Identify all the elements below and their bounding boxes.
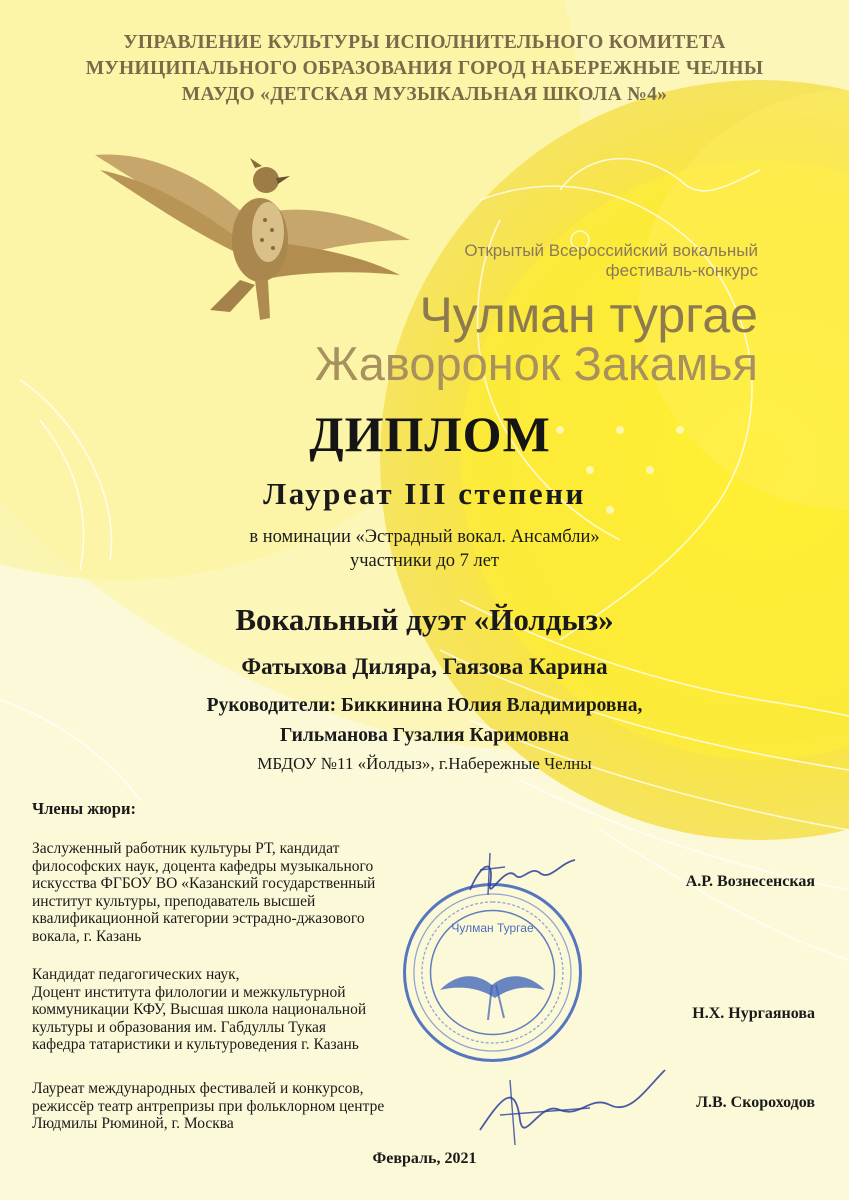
jury-desc-line: институт культуры, преподаватель высшей xyxy=(32,892,316,910)
stamp-text: Чулман Тургае xyxy=(451,921,534,935)
jury-desc-line: Лауреат международных фестивалей и конкурсов, xyxy=(32,1080,364,1097)
jury-desc-line: культуры и образования им. Габдуллы Тукая xyxy=(32,1018,327,1036)
header xyxy=(0,30,849,108)
jury-member-1-name: А.Р. Вознесенская xyxy=(685,873,815,890)
laureate-degree: Лауреат III степени xyxy=(263,476,586,511)
jury-desc-line: философских наук, доцента кафедры музыкального xyxy=(32,857,374,875)
jury-member-2-description xyxy=(32,966,442,1054)
festival-title-tatar: Чулман тургае xyxy=(419,287,758,343)
participants: Фатыхова Диляра, Гаязова Карина xyxy=(241,654,608,679)
nomination: в номинации «Эстрадный вокал. Ансамбли» xyxy=(249,527,600,547)
jury-member-1-description xyxy=(32,840,442,945)
festival-title-russian: Жаворонок Закамья xyxy=(314,337,758,390)
jury-desc-line: Людмилы Рюминой, г. Москва xyxy=(32,1115,234,1132)
header-line-2: МУНИЦИПАЛЬНОГО ОБРАЗОВАНИЯ ГОРОД НАБЕРЕЖНЫЕ ЧЕЛНЫ xyxy=(85,58,764,79)
official-stamp xyxy=(400,880,585,1065)
jury-member-2-name: Н.Х. Нургаянова xyxy=(692,1005,815,1022)
jury-desc-line: режиссёр театр антрепризы при фольклорном центре xyxy=(32,1097,385,1115)
ensemble-name: Вокальный дуэт «Йолдыз» xyxy=(235,602,614,637)
festival-subtitle-line-2: фестиваль-конкурс xyxy=(605,261,758,280)
institution: МБДОУ №11 «Йолдыз», г.Набережные Челны xyxy=(257,754,592,773)
jury-heading: Члены жюри: xyxy=(32,799,136,818)
header-line-3: МАУДО «ДЕТСКАЯ МУЗЫКАЛЬНАЯ ШКОЛА №4» xyxy=(181,84,668,105)
jury-desc-line: Кандидат педагогических наук, xyxy=(32,966,240,983)
leaders-line-2: Гильманова Гузалия Каримовна xyxy=(280,725,569,746)
jury-desc-line: квалификационной категории эстрадно-джазового xyxy=(32,910,365,927)
jury-desc-line: Доцент института филологии и межкультурной xyxy=(32,983,346,1001)
jury-desc-line: кафедра татаристики и культуроведения г. Казань xyxy=(32,1036,359,1053)
jury-desc-line: коммуникации КФУ, Высшая школа национальной xyxy=(32,1001,367,1018)
leaders-line-1: Руководители: Биккинина Юлия Владимировна, xyxy=(206,695,643,716)
jury-desc-line: Заслуженный работник культуры РТ, кандидат xyxy=(32,840,340,857)
header-line-1: УПРАВЛЕНИЕ КУЛЬТУРЫ ИСПОЛНИТЕЛЬНОГО КОМИТЕТА xyxy=(123,32,726,53)
jury-member-3-name: Л.В. Скороходов xyxy=(696,1094,815,1111)
diploma-title: ДИПЛОМ xyxy=(309,406,551,462)
age-group: участники до 7 лет xyxy=(349,551,500,571)
festival-subtitle-line-1: Открытый Всероссийский вокальный xyxy=(464,241,758,260)
jury-desc-line: вокала, г. Казань xyxy=(32,927,142,945)
jury-desc-line: искусства ФГБОУ ВО «Казанский государственный xyxy=(32,875,376,892)
jury-member-3-description xyxy=(32,1080,442,1133)
issue-date: Февраль, 2021 xyxy=(372,1150,477,1167)
